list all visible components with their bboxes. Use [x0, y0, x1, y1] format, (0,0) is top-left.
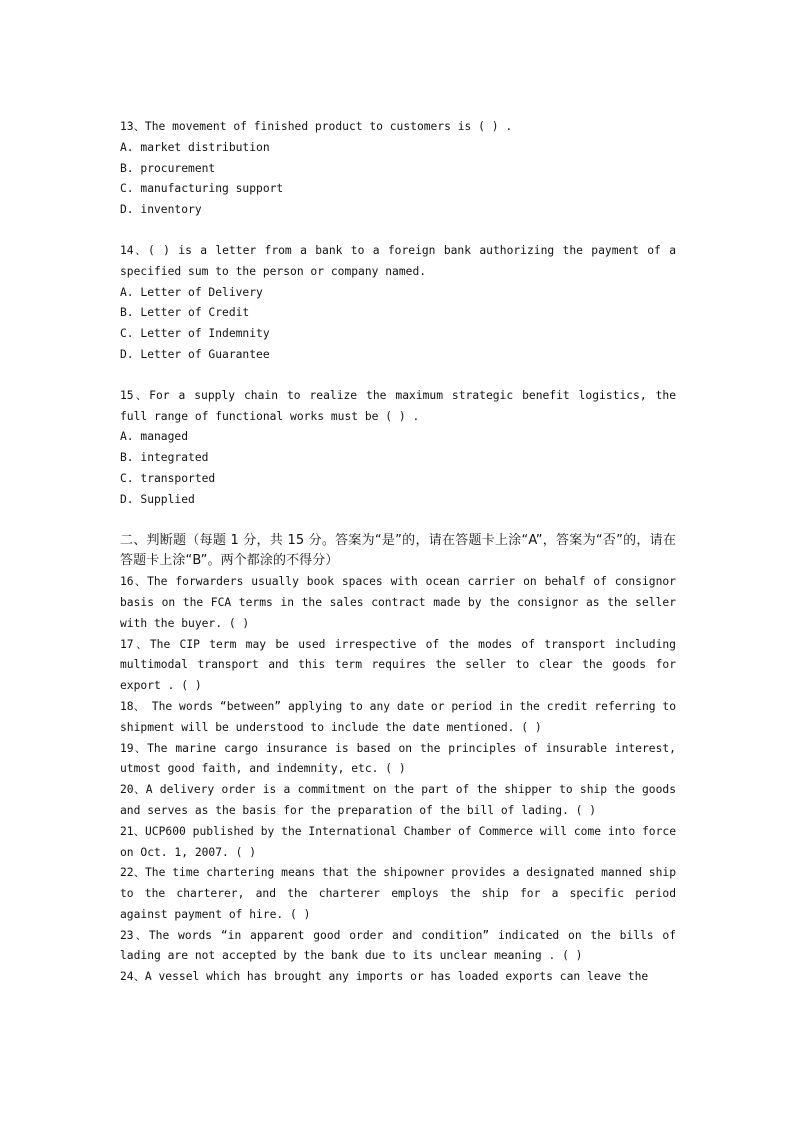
option-d: D. Letter of Guarantee	[120, 347, 270, 361]
tf-item-21: 21、UCP600 published by the International Chamber of Commerce will come into force on Oct. 1, 2007. ( )	[120, 824, 676, 859]
tf-item-17: 17、The CIP term may be used irrespective of the modes of transport including multimodal transport and this term requires the seller to clear the goods for export . ( )	[120, 637, 676, 693]
section-title: 二、判断题（每题 1 分，共 15 分。答案为“是”的，请在答题卡上涂“A”，答案为“否”的，请在答题卡上涂“B”。两个都涂的不得分）	[120, 532, 676, 569]
tf-item-19: 19、The marine cargo insurance is based on the principles of insurable interest, utmost good faith, and indemnity, etc. ( )	[120, 741, 676, 776]
question-13	[120, 117, 676, 221]
question-text: 14、( ) is a letter from a bank to a foreign bank authorizing the payment of a specified sum to the person or company named.	[120, 243, 676, 278]
tf-item-20: 20、A delivery order is a commitment on the part of the shipper to ship the goods and serves as the basis for the preparation of the bill of lading. ( )	[120, 783, 676, 817]
question-text: 13、The movement of finished product to customers is ( ) .	[120, 120, 513, 133]
option-c: C. manufacturing support	[120, 182, 284, 196]
option-d: D. Supplied	[120, 492, 195, 506]
option-c: C. Letter of Indemnity	[120, 327, 270, 341]
tf-item-16: 16、The forwarders usually book spaces with ocean carrier on behalf of consignor basis on the FCA terms in the sales contract made by the consignor as the seller with the buyer. ( )	[120, 575, 676, 630]
option-d: D. inventory	[120, 203, 202, 217]
question-14	[120, 241, 676, 366]
tf-item-23: 23、The words “in apparent good order and condition” indicated on the bills of lading are not accepted by the bank due to its unclear meaning . ( )	[120, 928, 676, 963]
option-a: A. managed	[120, 430, 189, 444]
option-a: A. market distribution	[120, 140, 270, 154]
option-b: B. integrated	[120, 451, 209, 465]
tf-item-18: 18、 The words “between” applying to any date or period in the credit referring to shipment will be understood to include the date mentioned. ( )	[120, 699, 676, 734]
option-b: B. procurement	[120, 161, 216, 175]
question-15	[120, 386, 676, 511]
true-false-section	[120, 531, 676, 989]
question-text: 15、For a supply chain to realize the maximum strategic benefit logistics, the full range of functional works must be ( ) .	[120, 388, 676, 423]
option-c: C. transported	[120, 471, 216, 485]
tf-item-24: 24、A vessel which has brought any imports or has loaded exports can leave the	[120, 970, 649, 984]
option-a: A. Letter of Delivery	[120, 285, 263, 299]
tf-item-22: 22、The time chartering means that the shipowner provides a designated manned ship to the charterer, and the charterer employs the ship for a specific period against payment of hire. ( )	[120, 866, 676, 921]
document-page	[120, 117, 676, 988]
option-b: B. Letter of Credit	[120, 306, 250, 320]
